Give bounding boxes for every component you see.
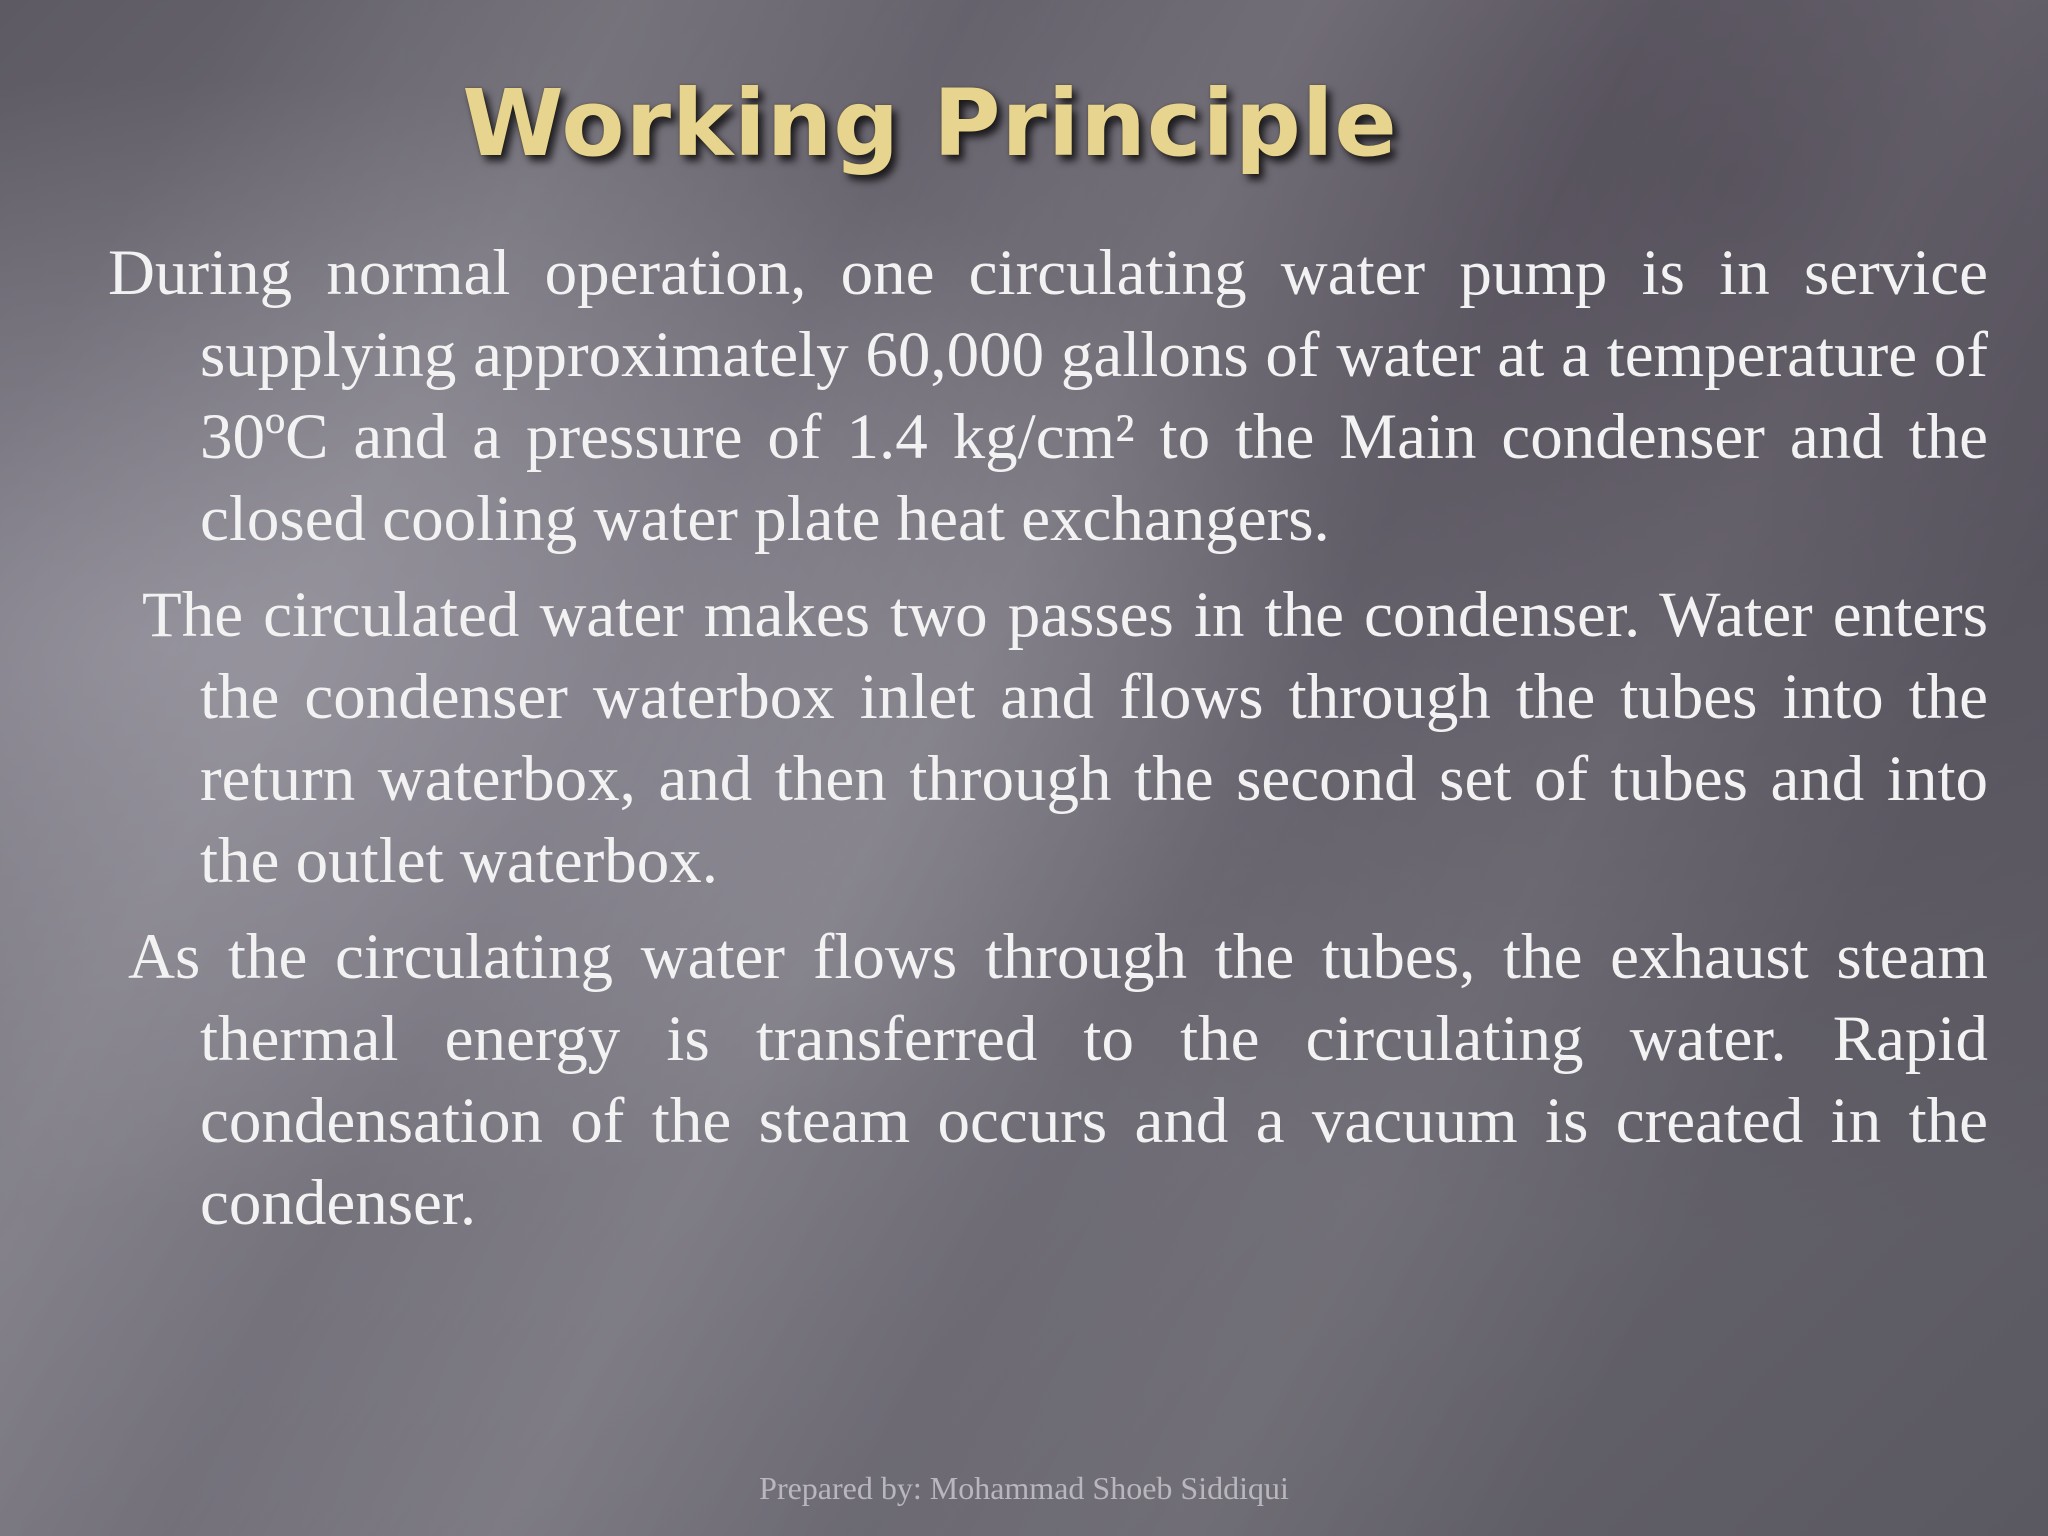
slide-body [108,232,1988,1258]
paragraph-operation: During normal operation, one circulating water pump is in service supplying approximately 60,000 gallons of water at a temperature of 30ºC and a pressure of 1.4 kg/cm² to the Main condenser and the closed cooling water plate heat exchangers. [108,237,1988,555]
footer-credit: Prepared by: Mohammad Shoeb Siddiqui [759,1470,1289,1506]
paragraph-passes: The circulated water makes two passes in the condenser. Water enters the condenser waterbox inlet and flows through the tubes into the return waterbox, and then through the second set of tubes and into the outlet waterbox. [142,579,1988,897]
paragraph-condensation: As the circulating water flows through the tubes, the exhaust steam thermal energy is transferred to the circulating water. Rapid condensation of the steam occurs and a vacuum is created in the condenser. [128,921,1988,1239]
slide-title: Working Principle [462,70,1398,177]
